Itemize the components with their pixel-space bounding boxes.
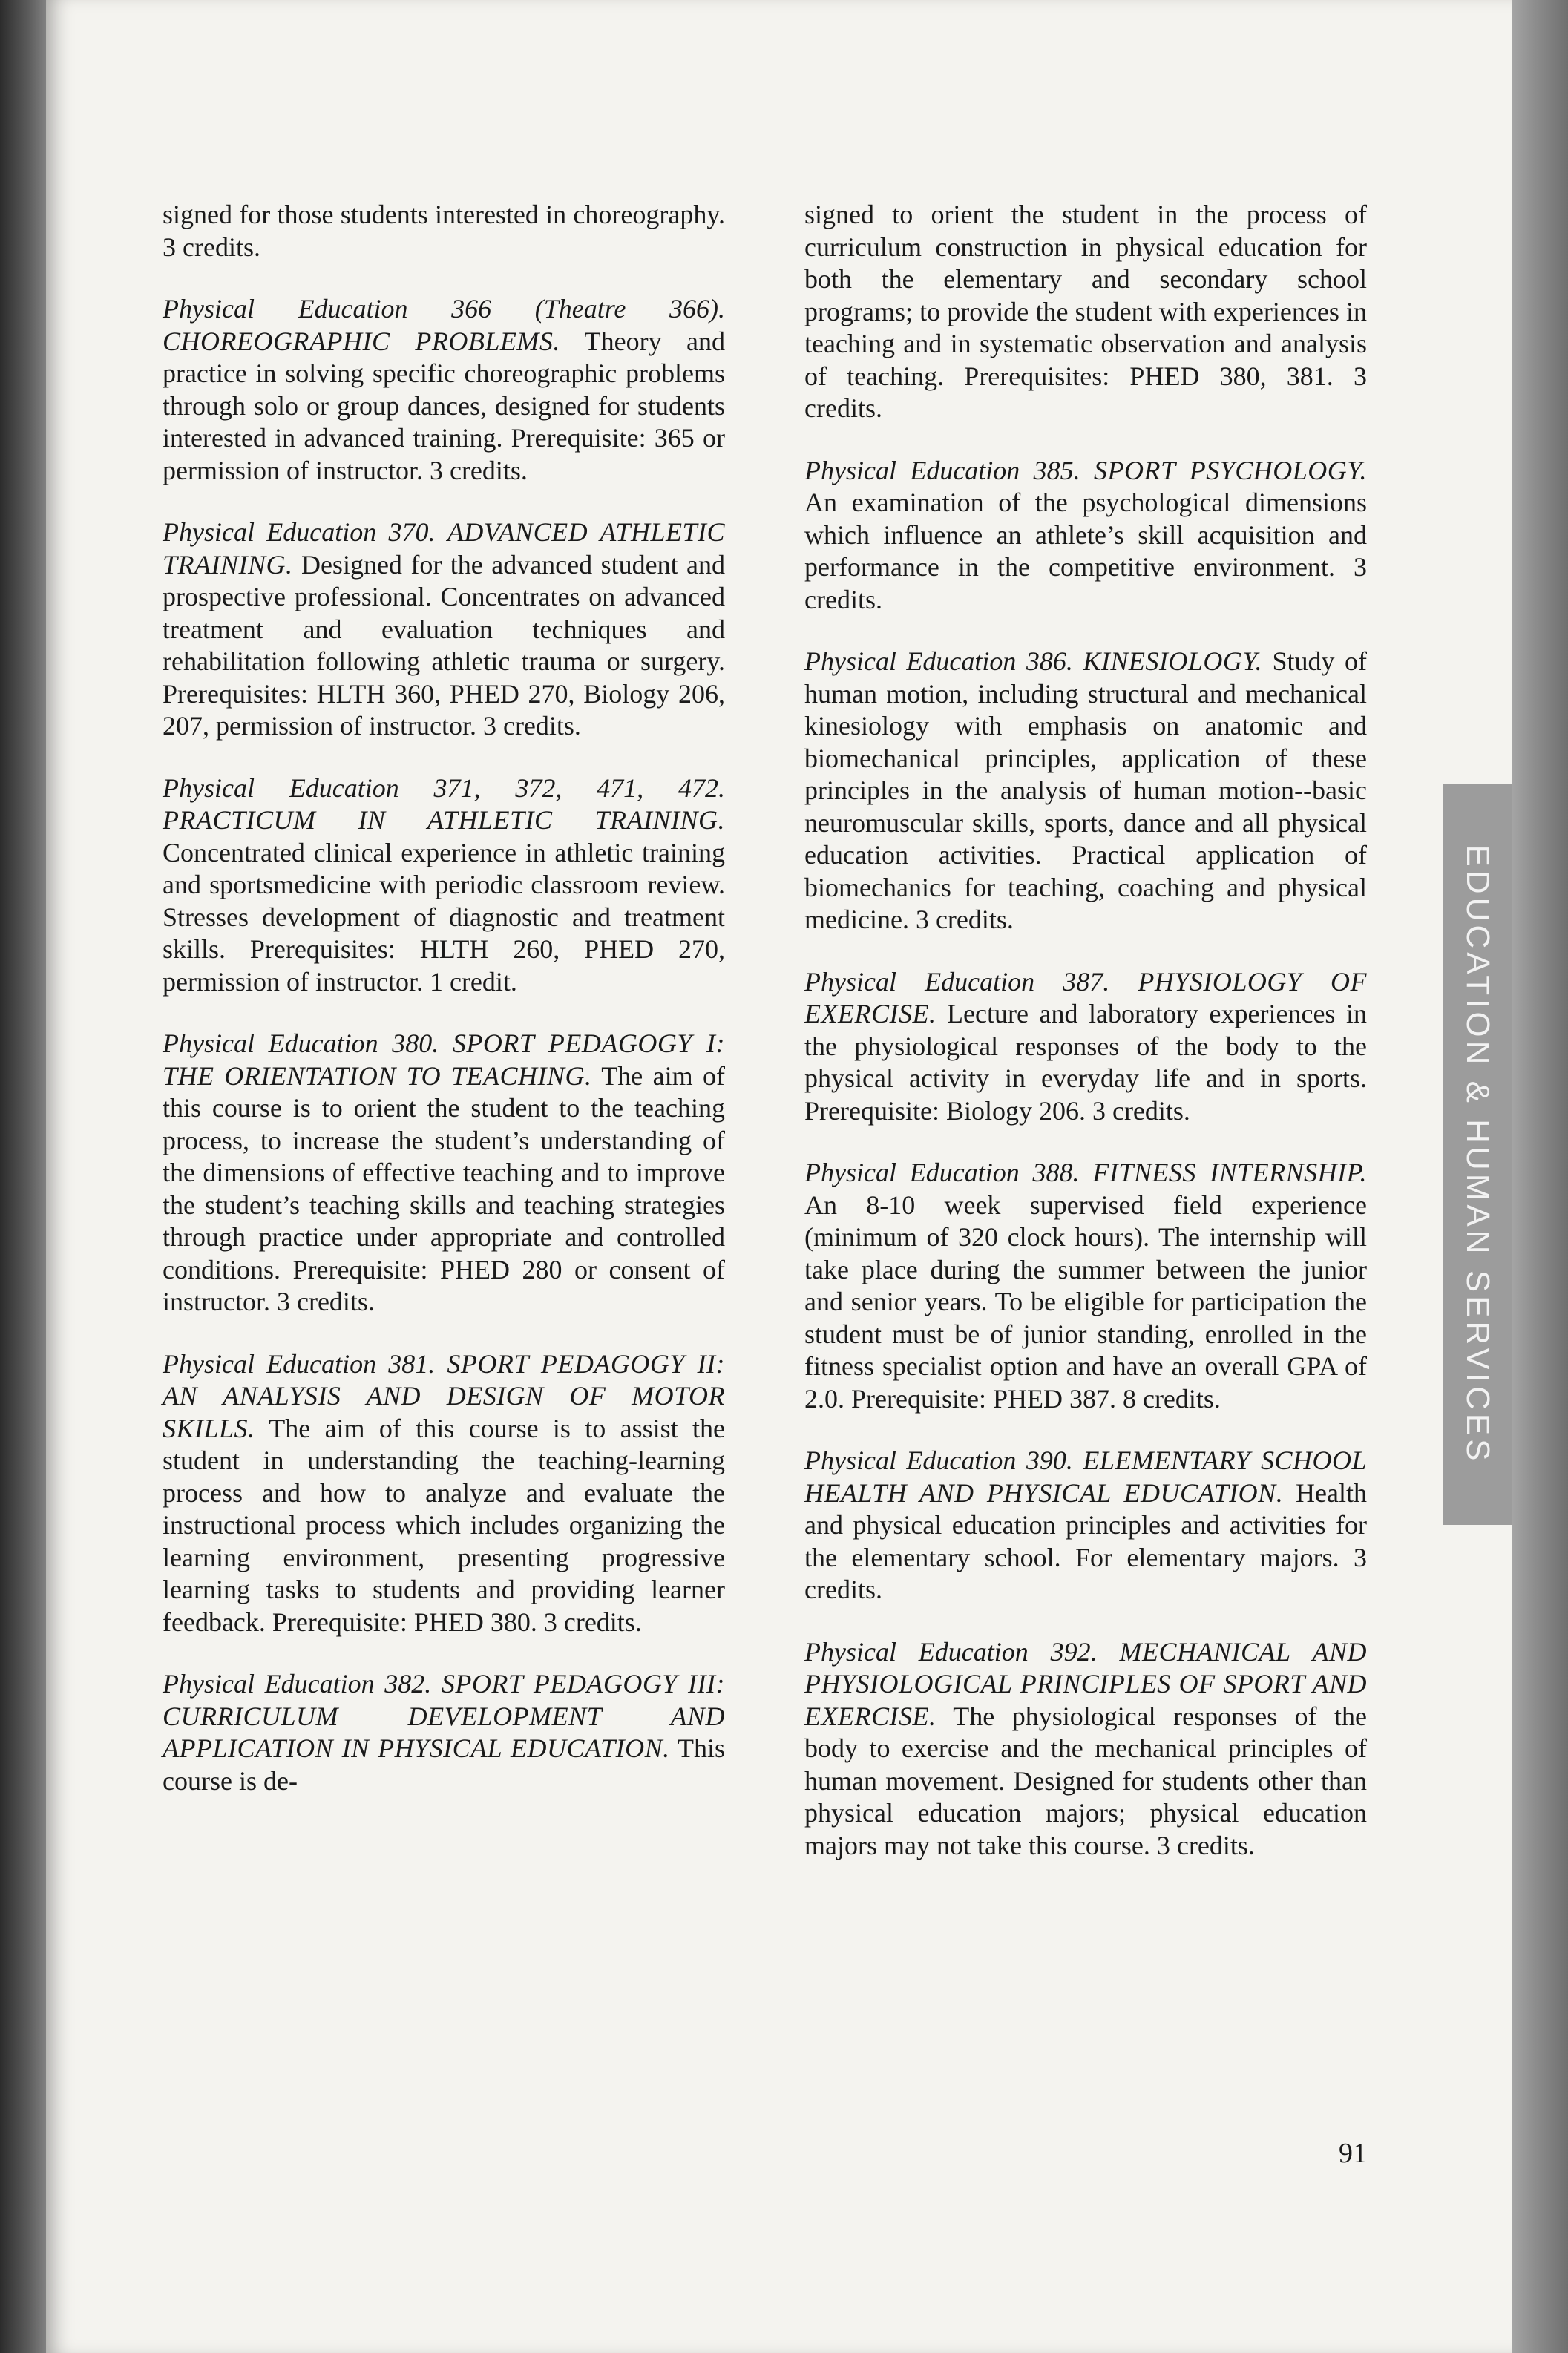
course-reference: Physical Education 390. — [804, 1445, 1073, 1475]
course-title: SPORT PEDAGOGY III: CURRICULUM DEVELOPMENT AND APPLICATION IN PHYSICAL EDUCATION. — [163, 1669, 725, 1763]
course-reference: Physical Education 370. — [163, 517, 436, 547]
course-description: Theory and practice in solving specific choreographic problems through solo or group dances, designed for students interested in advanced training. Prerequisite: 365 or permission of instructor. 3 credits. — [163, 326, 726, 485]
continuation-text: signed for those students interested in choreography. 3 credits. — [163, 200, 725, 262]
section-tab — [1443, 784, 1512, 1525]
course-entry — [163, 1668, 725, 1797]
course-reference: Physical Education 371, 372, 471, 472. — [163, 772, 725, 803]
course-entry — [163, 293, 725, 487]
course-entry — [163, 1028, 725, 1319]
course-title: CHOREOGRAPHIC PROBLEMS. — [163, 326, 560, 356]
course-reference: Physical Education 385. — [804, 455, 1080, 485]
continuation-text: signed to orient the student in the process of curriculum construction in physical education for both the elementary and secondary school programs; to provide the student with experiences in teaching and in systematic observation and analysis of teaching. Prerequisites: PHED 380, 381. 3 credits. — [804, 200, 1367, 423]
course-entry — [804, 1445, 1367, 1607]
course-title: ADVANCED ATHLETIC TRAINING. — [163, 517, 725, 580]
catalog-page — [46, 0, 1512, 2353]
course-title: SPORT PEDAGOGY II: AN ANALYSIS AND DESIGN OF MOTOR SKILLS. — [163, 1348, 725, 1443]
course-title: KINESIOLOGY. — [1083, 646, 1263, 676]
course-description: The aim of this course is to assist the student in understanding the teaching-learning process and how to analyze and evaluate the instructional process which includes organizing the learning environment, presenting progressive learning tasks to students and providing learner feedback. Prerequisite: PHED 380. 3 credits. — [163, 1413, 725, 1637]
book-gutter — [0, 0, 52, 2353]
course-description: Designed for the advanced student and prospective professional. Concentrates on advanced treatment and evaluation techniques and rehabilitation following athletic trauma or surgery. Prerequisites: HLTH 360, PHED 270, Biology 206, 207, permission of instructor. 3 credits. — [163, 549, 726, 741]
course-description: Health and physical education principles and activities for the elementary school. For elementary majors. 3 credits. — [804, 1477, 1367, 1604]
section-tab-label: EDUCATION & HUMAN SERVICES — [1460, 844, 1496, 1465]
course-reference: Physical Education 380. — [163, 1028, 439, 1058]
course-title: SPORT PSYCHOLOGY. — [1094, 455, 1368, 485]
course-reference: Physical Education 388. — [804, 1158, 1080, 1187]
right-column — [804, 199, 1367, 1891]
course-description: The aim of this course is to orient the student to the teaching process, to increase the student’s understanding of the dimensions of effective teaching and to improve the student’s teaching skills and teaching strategies through practice under appropriate and controlled conditions. Prerequisite: PHED 280 or consent of instructor. 3 credits. — [163, 1060, 725, 1316]
course-reference: Physical Education 387. — [804, 966, 1110, 997]
course-reference: Physical Education 386. — [804, 646, 1073, 676]
course-title: SPORT PEDAGOGY I: THE ORIENTATION TO TEACHING. — [163, 1028, 726, 1091]
course-description: Study of human motion, including structural and mechanical kinesiology with emphasis on anatomic and biomechanical principles, application of these principles in the analysis of human motion--basic neuromuscular skills, sports, dance and all physical education activities. Practical application of biomechanics for teaching, coaching and physical medicine. 3 credits. — [804, 646, 1368, 934]
course-entry — [804, 1636, 1367, 1863]
course-entry — [163, 1348, 725, 1639]
course-title: ELEMENTARY SCHOOL HEALTH AND PHYSICAL EDUCATION. — [804, 1445, 1368, 1508]
course-description: The physiological responses of the body to exercise and the mechanical principles of human movement. Designed for students other than physical education majors; physical education majors may not take this course. 3 credits. — [804, 1701, 1367, 1860]
course-title: FITNESS INTERNSHIP. — [1092, 1158, 1368, 1187]
course-reference: Physical Education 382. — [163, 1669, 432, 1699]
course-entry — [163, 772, 725, 999]
course-entry — [804, 966, 1367, 1128]
course-reference: Physical Education 381. — [163, 1348, 436, 1379]
course-description: An examination of the psychological dimensions which influence an athlete’s skill acquisition and performance in the competitive environment. 3 credits. — [804, 488, 1367, 614]
course-description: Concentrated clinical experience in athletic training and sportsmedicine with periodic classroom review. Stresses development of diagnostic and treatment skills. Prerequisites: HLTH 260, PHED 270, permission of instructor. 1 credit. — [163, 837, 725, 997]
course-entry — [163, 516, 725, 743]
course-title: PHYSIOLOGY OF EXERCISE. — [804, 966, 1367, 1028]
course-description: Lecture and laboratory experiences in the physiological responses of the body to the physical activity in everyday life and in sports. Prerequisite: Biology 206. 3 credits. — [804, 999, 1367, 1126]
course-entry — [804, 646, 1367, 936]
course-title: PRACTICUM IN ATHLETIC TRAINING. — [163, 805, 725, 835]
page-number: 91 — [1339, 2138, 1367, 2169]
course-reference: Physical Education 392. — [804, 1636, 1098, 1667]
course-description: An 8-10 week supervised field experience (minimum of 320 clock hours). The internship will take place during the summer between the junior and senior years. To be eligible for participation the student must be of junior standing, enrolled in the fitness specialist option and have an overall GPA of 2.0. Prerequisite: PHED 387. 8 credits. — [804, 1189, 1367, 1414]
course-reference: Physical Education 366 (Theatre 366). — [163, 294, 725, 324]
book-edge — [1512, 0, 1568, 2353]
course-title: MECHANICAL AND PHYSIOLOGICAL PRINCIPLES OF SPORT AND EXERCISE. — [804, 1636, 1368, 1731]
left-column — [163, 199, 725, 1827]
course-description: This course is de- — [163, 1733, 725, 1796]
course-entry — [804, 455, 1367, 617]
course-entry — [804, 1157, 1367, 1415]
